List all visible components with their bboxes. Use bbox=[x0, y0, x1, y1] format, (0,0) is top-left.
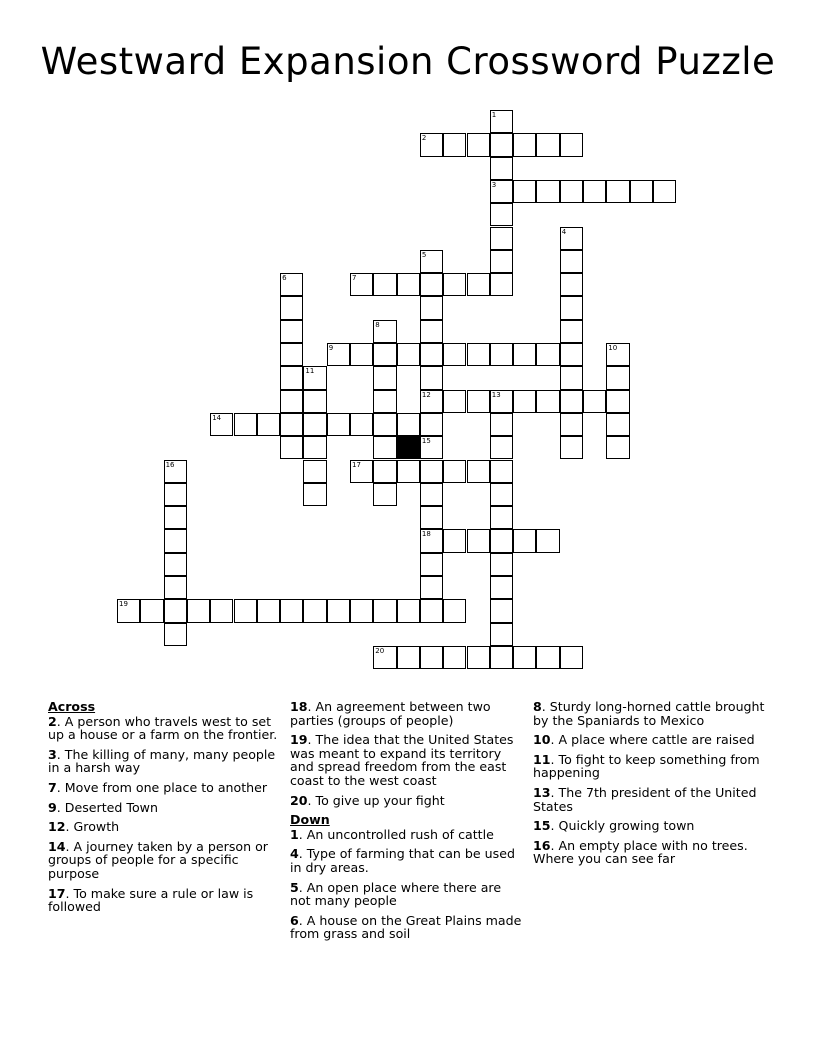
cell-number: 13 bbox=[491, 390, 501, 399]
grid-cell[interactable] bbox=[350, 599, 373, 622]
grid-cell[interactable] bbox=[490, 460, 513, 483]
grid-cell[interactable] bbox=[443, 133, 466, 156]
grid-cell[interactable] bbox=[606, 366, 629, 389]
grid-cell[interactable] bbox=[373, 436, 396, 459]
clue-text: To give up your fight bbox=[315, 792, 445, 808]
grid-cell[interactable] bbox=[373, 343, 396, 366]
clue-column-1 bbox=[48, 700, 283, 920]
grid-cell[interactable] bbox=[420, 366, 443, 389]
clue-number: 10 bbox=[533, 732, 551, 748]
grid-cell[interactable] bbox=[443, 529, 466, 552]
grid-cell[interactable] bbox=[164, 576, 187, 599]
clue-number: 18 bbox=[290, 699, 308, 714]
clue-1: 1. An uncontrolled rush of cattle bbox=[290, 826, 494, 842]
grid-cell[interactable] bbox=[350, 343, 373, 366]
cell-number: 11 bbox=[305, 367, 315, 376]
clue-text: An open place where there are not many people bbox=[290, 879, 502, 909]
grid-cell[interactable] bbox=[490, 623, 513, 646]
grid-cell[interactable] bbox=[420, 599, 443, 622]
grid-cell[interactable] bbox=[373, 483, 396, 506]
grid-cell[interactable] bbox=[467, 529, 490, 552]
clue-text: Quickly growing town bbox=[558, 818, 695, 834]
clue-text: A person who travels west to set up a house or a farm on the frontier. bbox=[48, 713, 278, 743]
grid-cell[interactable] bbox=[443, 646, 466, 669]
grid-cell[interactable] bbox=[420, 553, 443, 576]
grid-cell[interactable] bbox=[257, 599, 280, 622]
grid-cell[interactable] bbox=[606, 390, 629, 413]
grid-cell[interactable] bbox=[280, 413, 303, 436]
clue-4: 4. Type of farming that can be used in dry areas. bbox=[290, 846, 515, 875]
clue-text: Move from one place to another bbox=[64, 779, 268, 795]
grid-cell[interactable] bbox=[490, 576, 513, 599]
grid-cell[interactable] bbox=[606, 413, 629, 436]
clue-number: 3 bbox=[48, 746, 57, 762]
grid-cell[interactable] bbox=[560, 273, 583, 296]
grid-cell[interactable] bbox=[490, 180, 513, 203]
clue-15: 15. Quickly growing town bbox=[533, 818, 695, 834]
clue-8: 8. Sturdy long-horned cattle brought by the Spaniards to Mexico bbox=[533, 699, 765, 728]
grid-cell[interactable] bbox=[303, 460, 326, 483]
grid-cell[interactable] bbox=[560, 133, 583, 156]
clue-number: 16 bbox=[533, 837, 551, 853]
cell-number: 15 bbox=[421, 437, 431, 446]
cell-number: 9 bbox=[328, 344, 334, 352]
clue-text: The 7th president of the United States bbox=[533, 784, 757, 814]
grid-cell[interactable] bbox=[280, 599, 303, 622]
grid-cell[interactable] bbox=[234, 413, 257, 436]
clue-number: 6 bbox=[290, 912, 299, 928]
grid-cell[interactable] bbox=[420, 506, 443, 529]
grid-cell[interactable] bbox=[303, 436, 326, 459]
grid-cell[interactable] bbox=[420, 646, 443, 669]
grid-cell[interactable] bbox=[350, 413, 373, 436]
across-heading: Across bbox=[48, 699, 96, 714]
grid-cell[interactable] bbox=[513, 180, 536, 203]
grid-cell[interactable] bbox=[490, 599, 513, 622]
grid-cell[interactable] bbox=[560, 646, 583, 669]
grid-cell[interactable] bbox=[536, 343, 559, 366]
grid-cell[interactable] bbox=[164, 460, 187, 483]
grid-cell[interactable] bbox=[373, 413, 396, 436]
clue-text: The killing of many, many people in a harsh way bbox=[48, 746, 276, 776]
clue-11: 11. To fight to keep something from happening bbox=[533, 751, 760, 781]
cell-number: 14 bbox=[212, 413, 222, 422]
clue-text: An empty place with no trees. Where you can see far bbox=[533, 837, 748, 867]
clue-14: 14. A journey taken by a person or groups of people for a specific purpose bbox=[48, 838, 268, 881]
clue-6: 6. A house on the Great Plains made from grass and soil bbox=[290, 912, 522, 942]
grid-cell[interactable] bbox=[327, 343, 350, 366]
clue-number: 11 bbox=[533, 751, 551, 767]
grid-cell[interactable] bbox=[303, 599, 326, 622]
grid-cell[interactable] bbox=[420, 390, 443, 413]
grid-cell[interactable] bbox=[653, 180, 676, 203]
clue-number: 7 bbox=[48, 779, 57, 795]
cell-number: 2 bbox=[421, 134, 427, 143]
grid-cell[interactable] bbox=[443, 599, 466, 622]
page-title: Westward Expansion Crossword Puzzle bbox=[40, 40, 776, 83]
grid-cell[interactable] bbox=[210, 599, 233, 622]
grid-cell[interactable] bbox=[606, 180, 629, 203]
clue-column-2 bbox=[290, 700, 525, 947]
clue-text: Growth bbox=[73, 819, 120, 835]
grid-cell[interactable] bbox=[490, 390, 513, 413]
grid-cell[interactable] bbox=[490, 553, 513, 576]
grid-cell[interactable] bbox=[560, 180, 583, 203]
grid-cell[interactable] bbox=[397, 413, 420, 436]
grid-cell[interactable] bbox=[513, 133, 536, 156]
grid-cell[interactable] bbox=[513, 646, 536, 669]
grid-cell[interactable] bbox=[490, 343, 513, 366]
grid-cell[interactable] bbox=[303, 483, 326, 506]
grid-cell[interactable] bbox=[443, 273, 466, 296]
grid-cell[interactable] bbox=[490, 273, 513, 296]
clue-text: An agreement between two parties (groups of people) bbox=[290, 699, 491, 728]
grid-cell[interactable] bbox=[560, 250, 583, 273]
grid-cell[interactable] bbox=[280, 320, 303, 343]
grid-cell[interactable] bbox=[490, 413, 513, 436]
grid-cell[interactable] bbox=[467, 343, 490, 366]
grid-cell[interactable] bbox=[117, 599, 140, 622]
grid-cell[interactable] bbox=[560, 436, 583, 459]
grid-cell[interactable] bbox=[560, 296, 583, 319]
clue-text: A place where cattle are raised bbox=[558, 732, 755, 748]
grid-cell[interactable] bbox=[397, 646, 420, 669]
clue-number: 20 bbox=[290, 792, 308, 808]
grid-cell[interactable] bbox=[373, 390, 396, 413]
grid-cell[interactable] bbox=[490, 110, 513, 133]
clue-13: 13. The 7th president of the United States bbox=[533, 784, 757, 814]
clue-number: 14 bbox=[48, 838, 66, 854]
clue-number: 1 bbox=[290, 826, 299, 842]
grid-cell[interactable] bbox=[373, 646, 396, 669]
grid-cell[interactable] bbox=[443, 390, 466, 413]
grid-cell[interactable] bbox=[490, 646, 513, 669]
grid-cell[interactable] bbox=[373, 366, 396, 389]
grid-cell[interactable] bbox=[490, 133, 513, 156]
cell-number: 19 bbox=[119, 600, 128, 609]
grid-cell[interactable] bbox=[397, 343, 420, 366]
grid-cell[interactable] bbox=[373, 320, 396, 343]
clue-text: To make sure a rule or law is followed bbox=[48, 885, 254, 915]
grid-cell[interactable] bbox=[164, 553, 187, 576]
clue-number: 15 bbox=[533, 818, 551, 834]
grid-cell[interactable] bbox=[373, 460, 396, 483]
grid-cell[interactable] bbox=[560, 227, 583, 250]
grid-cell[interactable] bbox=[327, 413, 350, 436]
grid-cell[interactable] bbox=[467, 460, 490, 483]
grid-cell[interactable] bbox=[467, 646, 490, 669]
grid-cell[interactable] bbox=[420, 273, 443, 296]
grid-cell[interactable] bbox=[420, 529, 443, 552]
clue-20: 20. To give up your fight bbox=[290, 792, 445, 808]
clue-17: 17. To make sure a rule or law is followed bbox=[48, 885, 254, 915]
cell-number: 10 bbox=[608, 344, 618, 352]
grid-cell[interactable] bbox=[420, 343, 443, 366]
grid-cell[interactable] bbox=[513, 343, 536, 366]
grid-cell[interactable] bbox=[140, 599, 163, 622]
grid-cell[interactable] bbox=[560, 390, 583, 413]
black-square bbox=[397, 436, 420, 459]
grid-cell[interactable] bbox=[443, 343, 466, 366]
grid-cell[interactable] bbox=[420, 576, 443, 599]
grid-cell[interactable] bbox=[560, 343, 583, 366]
clue-number: 17 bbox=[48, 885, 66, 901]
grid-cell[interactable] bbox=[420, 250, 443, 273]
grid-cell[interactable] bbox=[257, 413, 280, 436]
grid-cell[interactable] bbox=[164, 599, 187, 622]
cell-number: 1 bbox=[491, 111, 497, 119]
grid-cell[interactable] bbox=[560, 320, 583, 343]
grid-cell[interactable] bbox=[490, 250, 513, 273]
grid-cell[interactable] bbox=[280, 366, 303, 389]
grid-cell[interactable] bbox=[303, 366, 326, 389]
grid-cell[interactable] bbox=[467, 133, 490, 156]
grid-cell[interactable] bbox=[164, 483, 187, 506]
clue-5: 5. An open place where there are not many people bbox=[290, 879, 502, 909]
clue-text: An uncontrolled rush of cattle bbox=[306, 826, 494, 842]
grid-cell[interactable] bbox=[606, 436, 629, 459]
clue-text: Deserted Town bbox=[64, 799, 158, 815]
clue-2: 2. A person who travels west to set up a house or a farm on the frontier. bbox=[48, 713, 278, 743]
clue-7: 7. Move from one place to another bbox=[48, 779, 268, 795]
cell-number: 8 bbox=[375, 320, 380, 329]
cell-number: 12 bbox=[421, 390, 431, 399]
grid-cell[interactable] bbox=[280, 343, 303, 366]
clue-text: To fight to keep something from happening bbox=[533, 751, 760, 781]
clue-number: 8 bbox=[533, 699, 542, 714]
grid-cell[interactable] bbox=[560, 413, 583, 436]
clue-18: 18. An agreement between two parties (groups of people) bbox=[290, 699, 491, 728]
clue-text: Type of farming that can be used in dry areas. bbox=[290, 846, 515, 875]
grid-cell[interactable] bbox=[490, 157, 513, 180]
grid-cell[interactable] bbox=[164, 506, 187, 529]
grid-cell[interactable] bbox=[513, 529, 536, 552]
grid-cell[interactable] bbox=[536, 180, 559, 203]
grid-cell[interactable] bbox=[490, 483, 513, 506]
cell-number: 7 bbox=[352, 274, 357, 283]
clue-9: 9. Deserted Town bbox=[48, 799, 158, 815]
grid-cell[interactable] bbox=[490, 436, 513, 459]
clue-16: 16. An empty place with no trees. Where you can see far bbox=[533, 837, 748, 867]
grid-cell[interactable] bbox=[606, 343, 629, 366]
grid-cell[interactable] bbox=[397, 273, 420, 296]
clue-19: 19. The idea that the United States was meant to expand its territory and spread freedom from the east coast to the west coast bbox=[290, 732, 514, 788]
grid-cell[interactable] bbox=[490, 506, 513, 529]
cell-number: 4 bbox=[561, 227, 567, 236]
clue-number: 13 bbox=[533, 784, 551, 800]
clue-12: 12. Growth bbox=[48, 819, 120, 835]
grid-cell[interactable] bbox=[467, 273, 490, 296]
clue-number: 5 bbox=[290, 879, 299, 895]
grid-cell[interactable] bbox=[583, 390, 606, 413]
grid-cell[interactable] bbox=[536, 133, 559, 156]
grid-cell[interactable] bbox=[350, 273, 373, 296]
grid-cell[interactable] bbox=[513, 390, 536, 413]
clue-text: A journey taken by a person or groups of people for a specific purpose bbox=[48, 838, 268, 881]
grid-cell[interactable] bbox=[280, 296, 303, 319]
clue-text: Sturdy long-horned cattle brought by the Spaniards to Mexico bbox=[533, 699, 765, 728]
grid-cell[interactable] bbox=[536, 646, 559, 669]
grid-cell[interactable] bbox=[467, 390, 490, 413]
clue-number: 2 bbox=[48, 713, 57, 729]
grid-cell[interactable] bbox=[373, 273, 396, 296]
grid-cell[interactable] bbox=[630, 180, 653, 203]
grid-cell[interactable] bbox=[164, 623, 187, 646]
grid-cell[interactable] bbox=[210, 413, 233, 436]
grid-cell[interactable] bbox=[420, 296, 443, 319]
clue-number: 12 bbox=[48, 819, 66, 835]
grid-cell[interactable] bbox=[560, 366, 583, 389]
grid-cell[interactable] bbox=[420, 320, 443, 343]
grid-cell[interactable] bbox=[536, 390, 559, 413]
cell-number: 16 bbox=[165, 460, 175, 469]
cell-number: 17 bbox=[352, 460, 361, 469]
clue-column-3 bbox=[533, 700, 768, 872]
clue-10: 10. A place where cattle are raised bbox=[533, 732, 755, 748]
grid-cell[interactable] bbox=[397, 599, 420, 622]
grid-cell[interactable] bbox=[420, 436, 443, 459]
grid-cell[interactable] bbox=[420, 133, 443, 156]
clue-3: 3. The killing of many, many people in a harsh way bbox=[48, 746, 276, 776]
cell-number: 5 bbox=[421, 250, 427, 259]
grid-cell[interactable] bbox=[280, 273, 303, 296]
cell-number: 3 bbox=[491, 180, 497, 189]
grid-cell[interactable] bbox=[420, 413, 443, 436]
clue-number: 4 bbox=[290, 846, 299, 862]
grid-cell[interactable] bbox=[164, 529, 187, 552]
grid-cell[interactable] bbox=[490, 529, 513, 552]
grid-cell[interactable] bbox=[234, 599, 257, 622]
clue-number: 19 bbox=[290, 732, 308, 748]
down-heading: Down bbox=[290, 812, 330, 828]
grid-cell[interactable] bbox=[187, 599, 210, 622]
grid-cell[interactable] bbox=[327, 599, 350, 622]
grid-cell[interactable] bbox=[350, 460, 373, 483]
grid-cell[interactable] bbox=[420, 483, 443, 506]
cell-number: 6 bbox=[282, 274, 287, 283]
clue-text: The idea that the United States was meant to expand its territory and spread freedom from the east coast to the west coast bbox=[290, 732, 514, 788]
grid-cell[interactable] bbox=[443, 460, 466, 483]
grid-cell[interactable] bbox=[280, 436, 303, 459]
grid-cell[interactable] bbox=[420, 460, 443, 483]
grid-cell[interactable] bbox=[536, 529, 559, 552]
grid-cell[interactable] bbox=[280, 390, 303, 413]
grid-cell[interactable] bbox=[490, 203, 513, 226]
clue-text: A house on the Great Plains made from grass and soil bbox=[290, 912, 522, 942]
grid-cell[interactable] bbox=[583, 180, 606, 203]
grid-cell[interactable] bbox=[373, 599, 396, 622]
cell-number: 18 bbox=[421, 530, 431, 539]
grid-cell[interactable] bbox=[397, 460, 420, 483]
grid-cell[interactable] bbox=[490, 227, 513, 250]
clue-number: 9 bbox=[48, 799, 57, 815]
grid-cell[interactable] bbox=[303, 390, 326, 413]
cell-number: 20 bbox=[375, 646, 385, 655]
grid-cell[interactable] bbox=[303, 413, 326, 436]
